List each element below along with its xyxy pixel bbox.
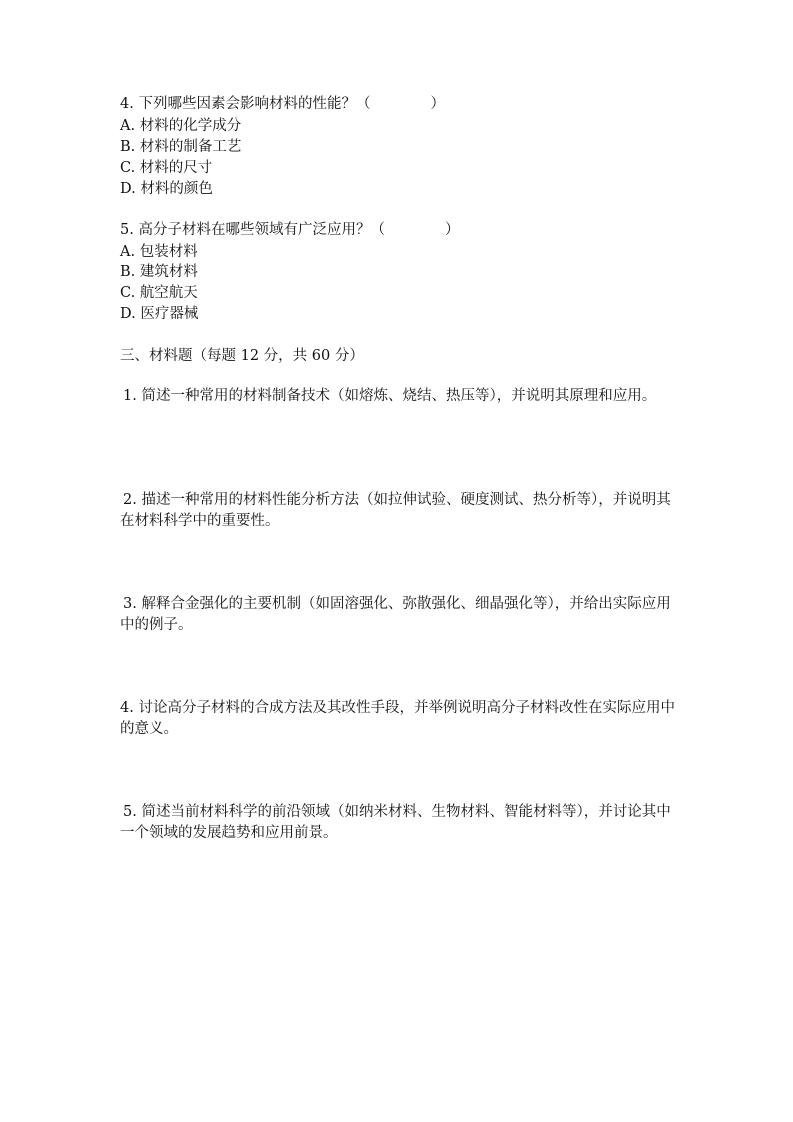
question-4-text: 4. 下列哪些因素会影响材料的性能？（: [120, 96, 371, 112]
option-c: C. 航空航天: [120, 285, 198, 301]
option-a: A. 包装材料: [120, 244, 198, 260]
question-5-close: ）: [444, 222, 460, 238]
option-d: D. 材料的颜色: [120, 181, 213, 197]
material-question-1: 1. 简述一种常用的材料制备技术（如熔炼、烧结、热压等），并说明其原理和应用。: [123, 388, 657, 404]
material-question-2: 2. 描述一种常用的材料性能分析方法（如拉伸试验、硬度测试、热分析等），并说明其在材料科学中的重要性。: [120, 492, 671, 529]
material-question-4: 4. 讨论高分子材料的合成方法及其改性手段，并举例说明高分子材料改性在实际应用中的意义。: [120, 700, 675, 737]
material-question-3: 3. 解释合金强化的主要机制（如固溶强化、弥散强化、细晶强化等），并给出实际应用中的例子。: [120, 596, 671, 633]
option-c: C. 材料的尺寸: [120, 160, 213, 176]
section-3-heading: 三、材料题（每题 12 分，共 60 分）: [120, 348, 364, 364]
question-4-stem: [120, 94, 445, 114]
material-question-5: 5. 简述当前材料科学的前沿领域（如纳米材料、生物材料、智能材料等），并讨论其中一个领域的发展趋势和应用前景。: [120, 804, 671, 841]
question-5-text: 5. 高分子材料在哪些领域有广泛应用？（: [120, 222, 385, 238]
option-b: B. 材料的制备工艺: [120, 139, 242, 155]
option-a: A. 材料的化学成分: [120, 118, 242, 134]
option-b: B. 建筑材料: [120, 264, 198, 280]
option-d: D. 医疗器械: [120, 306, 199, 322]
question-5-stem: [120, 220, 459, 240]
question-4-close: ）: [430, 96, 445, 112]
